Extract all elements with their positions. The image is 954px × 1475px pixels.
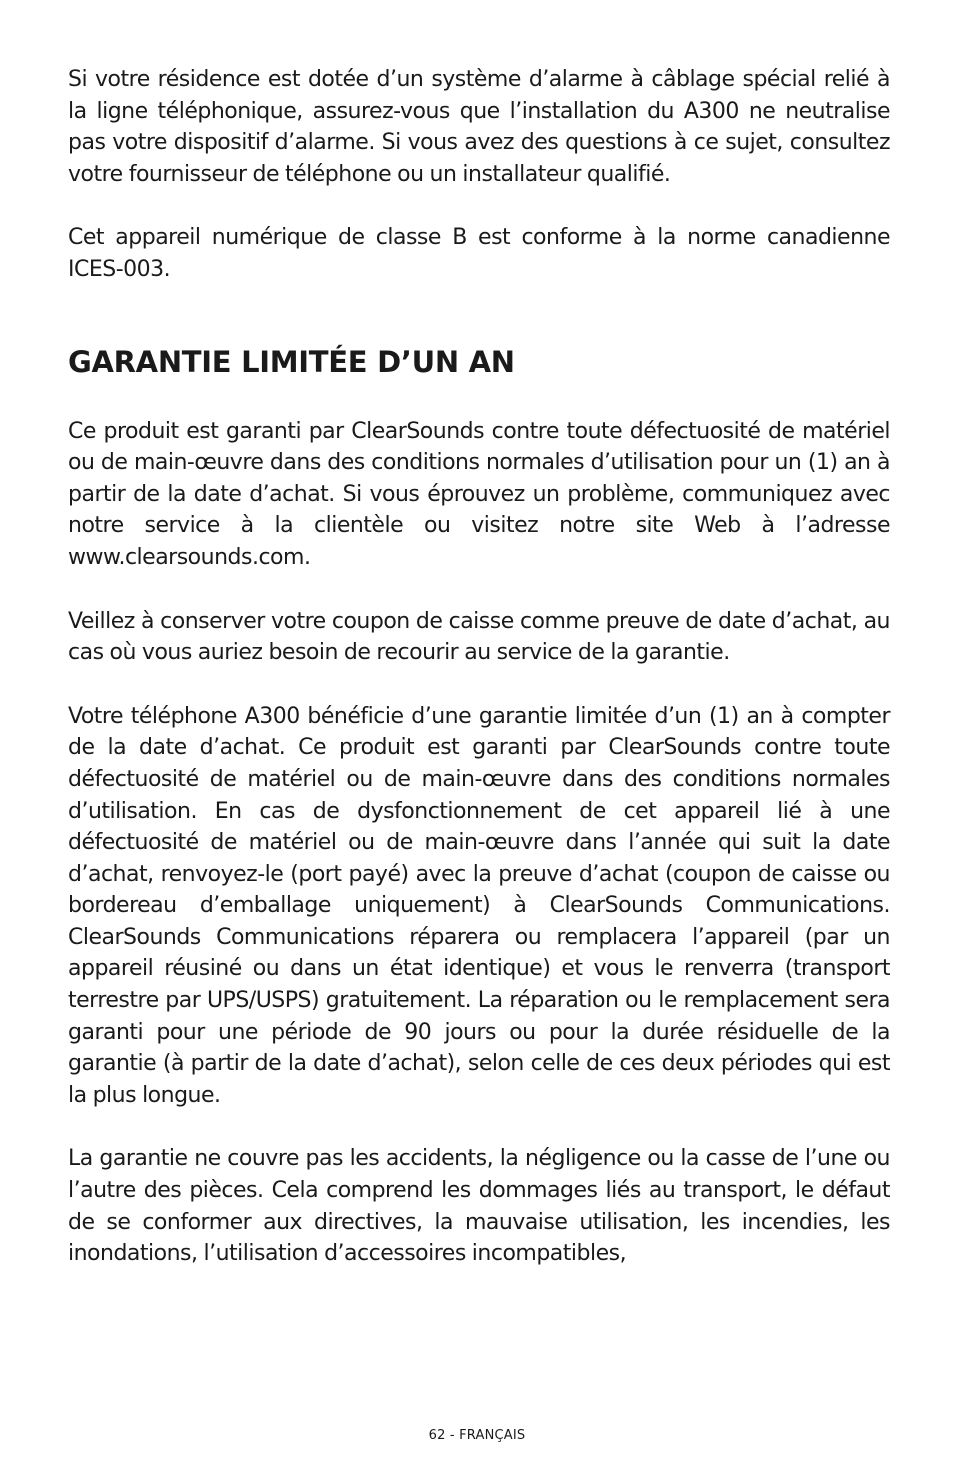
warranty-paragraph-1: Ce produit est garanti par ClearSounds contre toute défectuosité de matériel ou de main-œuvre dans des conditions normales d’utilisation pour un (1) an à partir de la date d’achat. Si vous éprouvez un problème, communiquez avec notre service à la clientèle ou visitez notre site Web à l’adresse www.clearsounds.com. (68, 418, 890, 570)
section-title: GARANTIE LIMITÉE D’UN AN (68, 344, 515, 379)
ices-compliance-paragraph: Cet appareil numérique de classe B est conforme à la norme canadienne ICES-003. (68, 225, 890, 282)
warranty-paragraph-2: Veillez à conserver votre coupon de caisse comme preuve de date d’achat, au cas où vous auriez besoin de recourir au service de la garantie. (68, 608, 890, 666)
alarm-notice-paragraph: Si votre résidence est dotée d’un système d’alarme à câblage spécial relié à la ligne téléphonique, assurez-vous que l’installation du A300 ne neutralise pas votre dispositif d’alarme. Si vous avez des questions à ce sujet, consultez votre fournisseur de téléphone ou un installateur qualifié. (68, 67, 890, 187)
page-content (68, 64, 890, 1270)
warranty-paragraph-4: La garantie ne couvre pas les accidents, la négligence ou la casse de l’une ou l’autre des pièces. Cela comprend les dommages liés au transport, le défaut de se conformer aux directives, la mauvaise utilisation, les incendies, les inondations, l’utilisation d’accessoires incompatibles, (68, 1146, 890, 1267)
page-footer (0, 1428, 954, 1443)
warranty-paragraph-3: Votre téléphone A300 bénéficie d’une garantie limitée d’un (1) an à compter de la date d’achat. Ce produit est garanti par ClearSounds contre toute défectuosité de matériel ou de main-œuvre dans des conditions normales d’utilisation. En cas de dysfonctionnement de cet appareil lié à une défectuosité de matériel ou de main-œuvre dans l’année qui suit la date d’achat, renvoyez-le (port payé) avec la preuve d’achat (coupon de caisse ou bordereau d’emballage uniquement) à ClearSounds Communications. ClearSounds Communications réparera ou remplacera l’appareil (par un appareil réusiné ou dans un état identique) et vous le renverra (transport terrestre par UPS/USPS) gratuitement. La réparation ou le remplacement sera garanti pour une période de 90 jours ou pour la durée résiduelle de la garantie (à partir de la date d’achat), selon celle de ces deux périodes qui est la plus longue. (68, 703, 890, 1108)
page-number-label: 62 - FRANÇAIS (428, 1428, 526, 1443)
